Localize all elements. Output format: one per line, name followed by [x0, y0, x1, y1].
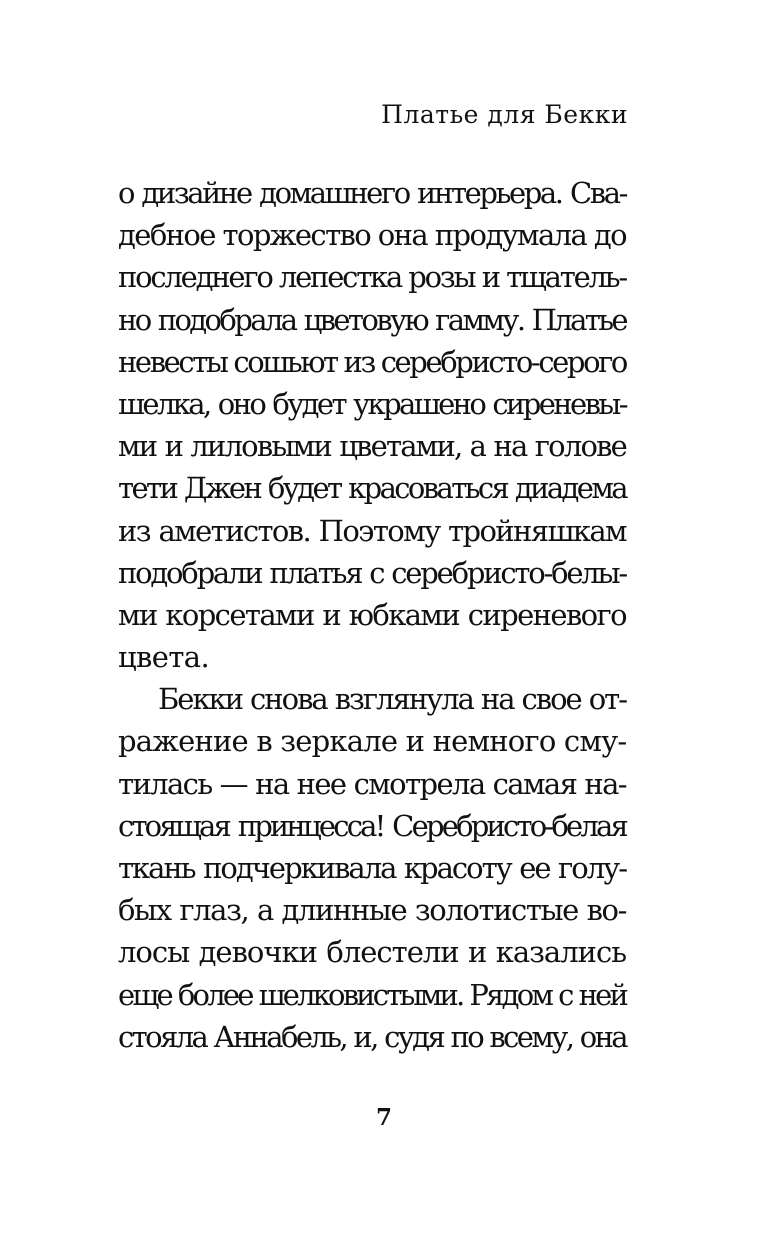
text-line: еще более шелковистыми. Рядом с ней — [118, 977, 626, 1012]
paragraph-2 — [118, 678, 626, 1058]
text-line: дебное торжество она продумала до — [118, 218, 626, 253]
text-line: тилась — на нее смотрела самая на- — [118, 766, 626, 801]
page-number: 7 — [375, 1104, 392, 1131]
text-line: невесты сошьют из серебристо-серого — [118, 344, 626, 379]
text-line: стояла Аннабель, и, судя по всему, она — [118, 1019, 626, 1054]
running-header: Платье для Бекки — [381, 100, 628, 129]
text-line: ражение в зеркале и немного сму- — [118, 724, 627, 759]
text-line: стоящая принцесса! Серебристо-белая — [118, 808, 626, 843]
text-line: о дизайне домашнего интерьера. Сва- — [118, 176, 626, 210]
text-line: лосы девочки блестели и казались — [118, 935, 626, 970]
text-line: ткань подчеркивала красоту ее голу- — [118, 851, 626, 885]
text-line: последнего лепестка розы и тщатель- — [118, 260, 626, 295]
text-line: ми и лиловыми цветами, а на голове — [118, 429, 626, 464]
text-line: из аметистов. Поэтому тройняшкам — [118, 513, 626, 548]
text-line: бых глаз, а длинные золотистые во- — [118, 893, 626, 928]
text-line: тети Джен будет красоваться диадема — [118, 471, 626, 506]
paragraph-1 — [118, 172, 626, 678]
text-line: подобрали платья с серебристо-белы- — [118, 555, 626, 590]
text-line: цвета. — [118, 640, 210, 675]
text-body — [118, 172, 626, 1058]
text-line: Бекки снова взглянула на свое от- — [158, 682, 626, 717]
text-line: ми корсетами и юбками сиреневого — [118, 597, 626, 632]
text-line: но подобрала цветовую гамму. Платье — [118, 302, 626, 337]
text-line: шелка, оно будет украшено сиреневы- — [118, 386, 626, 421]
